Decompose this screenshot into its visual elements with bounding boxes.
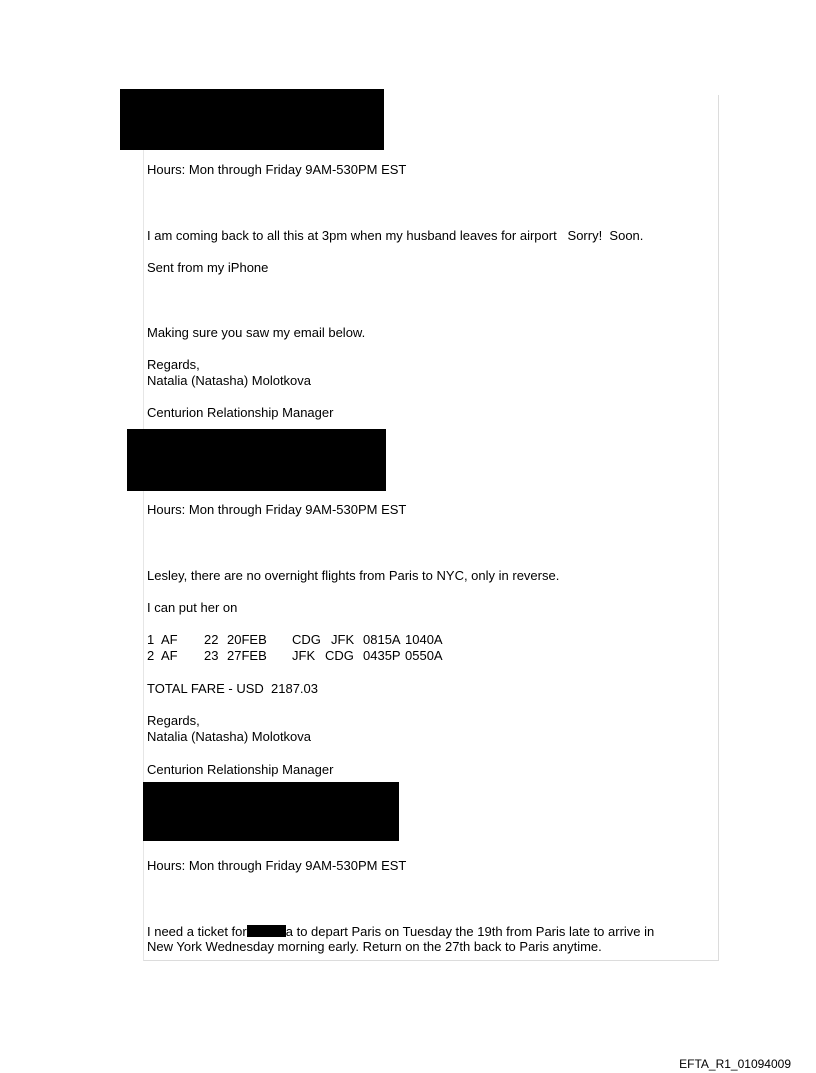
signature-title-2: Centurion Relationship Manager — [147, 762, 334, 777]
flight-airline: AF — [161, 648, 178, 663]
hours-line-3: Hours: Mon through Friday 9AM-530PM EST — [147, 858, 407, 873]
hours-line-2: Hours: Mon through Friday 9AM-530PM EST — [147, 502, 407, 517]
last-message-line-1 — [147, 924, 654, 939]
total-fare-line: TOTAL FARE - USD 2187.03 — [147, 681, 318, 696]
document-id-footer: EFTA_R1_01094009 — [679, 1057, 791, 1071]
flight-arr: 1040A — [405, 632, 443, 647]
flight-from: CDG — [292, 632, 321, 647]
flight-dep: 0435P — [363, 648, 401, 663]
flight-number: 22 — [204, 632, 219, 647]
signature-title-1: Centurion Relationship Manager — [147, 405, 334, 420]
lesley-line: Lesley, there are no overnight flights from Paris to NYC, only in reverse. — [147, 568, 560, 583]
signature-name-2: Natalia (Natasha) Molotkova — [147, 729, 312, 744]
regards-line-2: Regards, — [147, 713, 200, 728]
redacted-block-2 — [127, 429, 386, 491]
redacted-block-3 — [143, 782, 399, 841]
signature-name-1: Natalia (Natasha) Molotkova — [147, 373, 312, 388]
flight-seq: 1 — [147, 632, 155, 647]
flight-seq: 2 — [147, 648, 155, 663]
last-message-part2: a to depart Paris on Tuesday the 19th from Paris late to arrive in — [285, 924, 655, 939]
flight-date: 27FEB — [227, 648, 267, 663]
regards-line-1: Regards, — [147, 357, 200, 372]
inline-redaction — [247, 925, 286, 937]
last-message-part1: I need a ticket for — [147, 924, 247, 939]
flight-arr: 0550A — [405, 648, 443, 663]
flight-dep: 0815A — [363, 632, 401, 647]
flight-to: JFK — [331, 632, 355, 647]
flight-to: CDG — [325, 648, 354, 663]
sent-from-line: Sent from my iPhone — [147, 260, 269, 275]
last-message-line-2: New York Wednesday morning early. Return on the 27th back to Paris anytime. — [147, 939, 602, 954]
can-put-line: I can put her on — [147, 600, 238, 615]
making-sure-line: Making sure you saw my email below. — [147, 325, 366, 340]
message-line-1: I am coming back to all this at 3pm when my husband leaves for airport Sorry! Soon. — [147, 228, 644, 243]
flight-date: 20FEB — [227, 632, 267, 647]
flight-from: JFK — [292, 648, 316, 663]
hours-line-1: Hours: Mon through Friday 9AM-530PM EST — [147, 162, 407, 177]
redacted-block-1 — [120, 89, 384, 150]
flight-number: 23 — [204, 648, 219, 663]
flight-airline: AF — [161, 632, 178, 647]
